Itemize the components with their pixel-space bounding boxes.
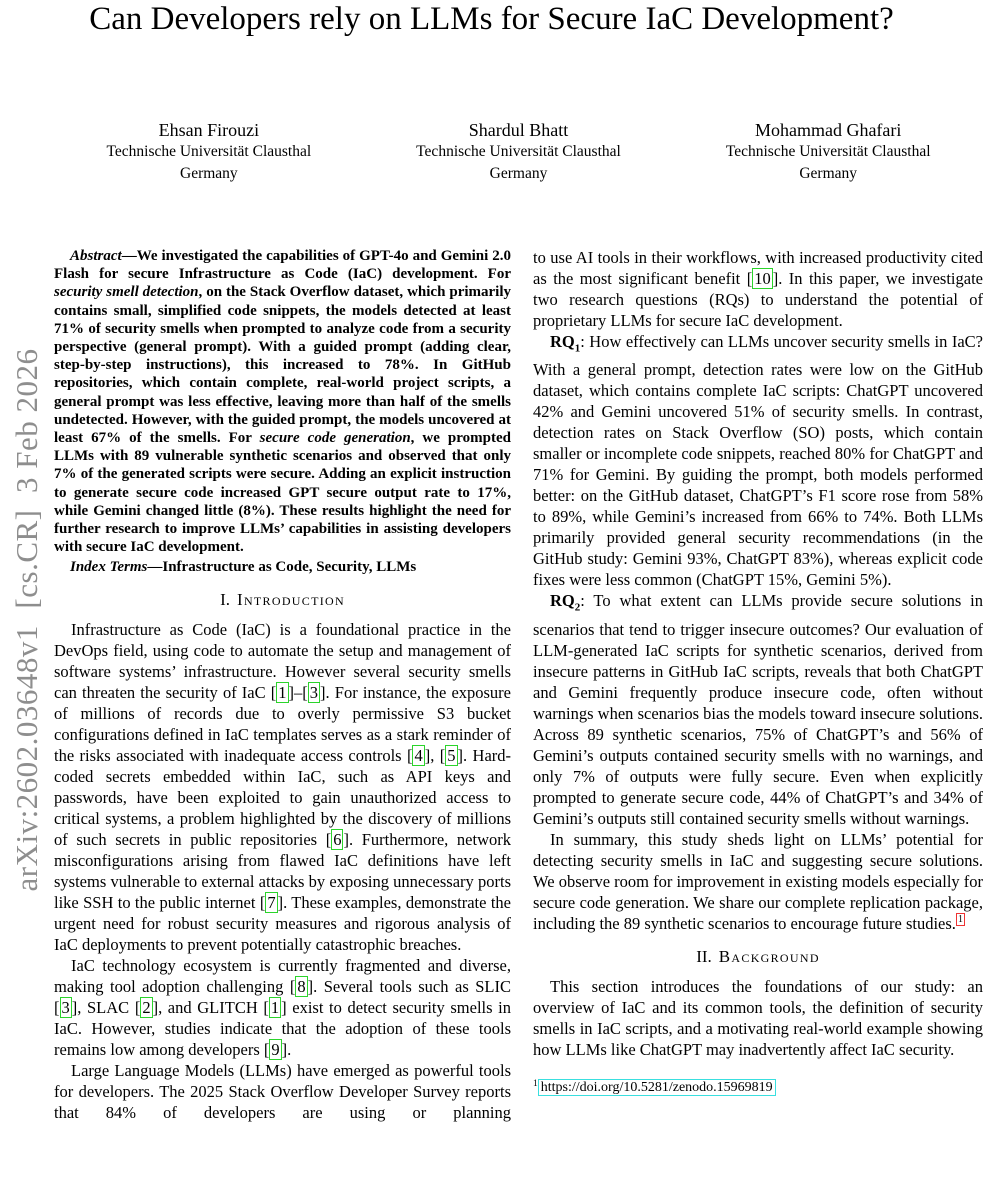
- author-affiliation: Technische Universität Clausthal: [416, 143, 621, 160]
- section-title: Introduction: [237, 589, 345, 609]
- rq1-paragraph: $RQ_1$: How effectively can LLMs uncover security smells in IaC? With a general prompt, detection rates were low on the GitHub dataset, which contains complete IaC scripts: ChatGPT uncovered 42% and Gemini uncovered 51% of security smells. In contrast, detection rates on Stack Overflow (SO) posts, which contain smaller or incomplete code snippets, reached 80% for ChatGPT and 71% for Gemini. By guiding the prompt, both models performed better: on the GitHub dataset, ChatGPT’s F1 score rose from 58% to 89%, while Gemini’s increased from 66% to 74%. Both LLMs primarily provided general security recommendations (in the GitHub study: Gemini 93%, ChatGPT 83%), whereas explicit code fixes were less common (ChatGPT 15%, Gemini 5%).: [533, 332, 983, 590]
- author-name: Ehsan Firouzi: [158, 120, 260, 140]
- author-affiliation: Technische Universität Clausthal: [106, 143, 312, 160]
- citation-link[interactable]: 3: [309, 682, 319, 702]
- arxiv-watermark: arXiv:2602.03648v1 [cs.CR] 3 Feb 2026: [9, 348, 44, 892]
- citation-link[interactable]: 10: [754, 269, 771, 288]
- footnote-marker: 1: [533, 1078, 538, 1089]
- author-block: [364, 119, 674, 185]
- subscript-label: 1: [574, 342, 581, 355]
- text-run: , on the Stack Overflow dataset, which primarily contains small, simplified code snippets, the models detected at least 71% of security smells when prompted to analyze code from a security perspective (general prompt). With a guided prompt (adding clear, step-by-step instructions), this increased to 78%. In GitHub repositories, which contain complete, real-world project scripts, a general prompt was less effective, leaving more than half of the smells undetected. However, with the guided prompt, the models uncovered at least 67% of the smells. For: [54, 284, 512, 447]
- text-run: Abstract: [70, 248, 122, 264]
- paper-title: Can Developers rely on LLMs for Secure IaC Development?: [89, 1, 894, 37]
- author-country: Germany: [489, 165, 548, 182]
- citation-link[interactable]: 9: [271, 1039, 280, 1059]
- text-run: security smell detection: [54, 284, 199, 301]
- citation-link[interactable]: 6: [333, 829, 342, 849]
- author-name: Shardul Bhatt: [468, 120, 569, 140]
- index-terms: [54, 558, 511, 576]
- citation-link[interactable]: 7: [267, 892, 276, 912]
- intro-paragraph-3-continued: to use AI tools in their workflows, with increased productivity cited as the most significant benefit [ 10 ]. In this paper, we investigate two research questions (RQs) to understand the potential of proprietary LLMs for secure IaC development.: [533, 248, 983, 330]
- author-affiliation: Technische Universität Clausthal: [725, 143, 931, 160]
- author-country: Germany: [180, 165, 238, 182]
- author-block: [54, 119, 364, 185]
- right-column: [533, 247, 983, 1097]
- section-heading-introduction: [54, 589, 511, 610]
- citation-link[interactable]: 1: [270, 997, 280, 1017]
- rq2-paragraph: $RQ_2$: To what extent can LLMs provide secure solutions in scenarios that tend to trigger insecure outcomes? Our evaluation of LLM-generated IaC scripts for synthetic scenarios, derived from insecure patterns in GitHub IaC scripts, reveals that both ChatGPT and Gemini frequently produce insecure code, often without warnings when scenarios bias the models toward insecure solutions. Across 89 synthetic scenarios, 75% of ChatGPT’s and 56% of Gemini’s outputs contained security smells with no warnings, and only 7% of outputs were fully secure. Even when explicitly prompted to generate secure code, 44% of ChatGPT’s and 34% of Gemini’s outputs still contained security smells without warnings.: [533, 591, 983, 828]
- text-run: RQ: [550, 591, 575, 611]
- author-country: Germany: [799, 165, 858, 182]
- citation-link[interactable]: 5: [447, 745, 456, 765]
- intro-paragraph-2: IaC technology ecosystem is currently fragmented and diverse, making tool adoption challenging [ 8 ]. Several tools such as SLIC [ 3 ], SLAC [ 2 ], and GLITCH [ 1 ] exist to detect security smells in IaC. However, studies indicate that the adoption of these tools remains low among developers [ 9 ].: [54, 955, 511, 1059]
- intro-paragraph-1: Infrastructure as Code (IaC) is a foundational practice in the DevOps field, using code to automate the setup and management of software systems’ infrastructure. However several security smells can threaten the security of IaC [ 1 ]–[ 3 ]. For instance, the exposure of millions of records due to overly permissive S3 bucket configurations defined in IaC templates serves as a stark reminder of the risks associated with inadequate access controls [ 4 ], [ 5 ]. Hard-coded secrets embedded within IaC, such as API keys and passwords, have been exploited to gain unauthorized access to critical systems, a problem highlighted by the discovery of millions of such secrets in public repositories [ 6 ]. Furthermore, network misconfigurations arising from flawed IaC definitions have left systems vulnerable to external attacks by exposing unnecessary ports like SSH to the public internet [ 7 ]. These examples, demonstrate the urgent need for robust security measures and rigorous analysis of IaC deployments to prevent potentially catastrophic breaches.: [54, 619, 512, 954]
- footnote: [533, 1075, 983, 1098]
- intro-paragraph-3: Large Language Models (LLMs) have emerged as powerful tools for developers. The 2025 Stack Overflow Developer Survey reports that 84% of developers are using or planning: [54, 1060, 511, 1122]
- citation-link[interactable]: 8: [297, 976, 306, 996]
- summary-paragraph: In summary, this study sheds light on LLMs’ potential for detecting security smells in IaC and suggesting secure solutions. We observe room for improvement in existing models especially for secure code generation. We share our complete replication package, including the 89 synthetic scenarios to encourage future studies. $^1$: [533, 829, 983, 933]
- citation-link[interactable]: 1: [278, 682, 287, 702]
- text-run: Index Terms: [70, 559, 148, 576]
- text-run: secure code generation: [259, 430, 411, 447]
- author-name: Mohammad Ghafari: [754, 120, 902, 140]
- footnote-url-link[interactable]: https://doi.org/10.5281/zenodo.15969819: [538, 1079, 776, 1096]
- subscript-label: 2: [574, 601, 581, 614]
- author-block: [673, 119, 983, 185]
- citation-link[interactable]: 3: [61, 997, 70, 1017]
- text-run: —We investigated the capabilities of GPT-4o and Gemini 2.0 Flash for secure Infrastructure as Code (IaC) development. For: [54, 248, 511, 283]
- section-number: I.: [220, 589, 230, 609]
- footnote-ref-link[interactable]: 1: [957, 914, 963, 926]
- author-list: [54, 119, 983, 185]
- section-heading-background: [533, 946, 983, 967]
- text-run: RQ: [550, 332, 575, 351]
- abstract-paragraph: [54, 247, 511, 556]
- section-number: II.: [696, 946, 712, 966]
- text-run: —Infrastructure as Code, Security, LLMs: [147, 559, 417, 576]
- citation-link[interactable]: 4: [414, 745, 423, 765]
- background-paragraph: This section introduces the foundations of our study: an overview of IaC and its common tools, the definition of security smells in IaC scripts, and a motivating real-world example showing how LLMs like ChatGPT may inadvertently affect IaC security.: [533, 976, 983, 1059]
- text-run: , we prompted LLMs with 89 vulnerable synthetic scenarios and observed that only 7% of the generated scripts were secure. Adding an explicit instruction to generate secure code increased GPT secure output rate to 17%, while Gemini changed little (8%). These results highlight the need for further research to improve LLMs’ capabilities in assisting developers with secure IaC development.: [54, 430, 511, 556]
- section-title: Background: [718, 946, 820, 966]
- citation-link[interactable]: 2: [142, 997, 151, 1017]
- left-column: [54, 247, 511, 1123]
